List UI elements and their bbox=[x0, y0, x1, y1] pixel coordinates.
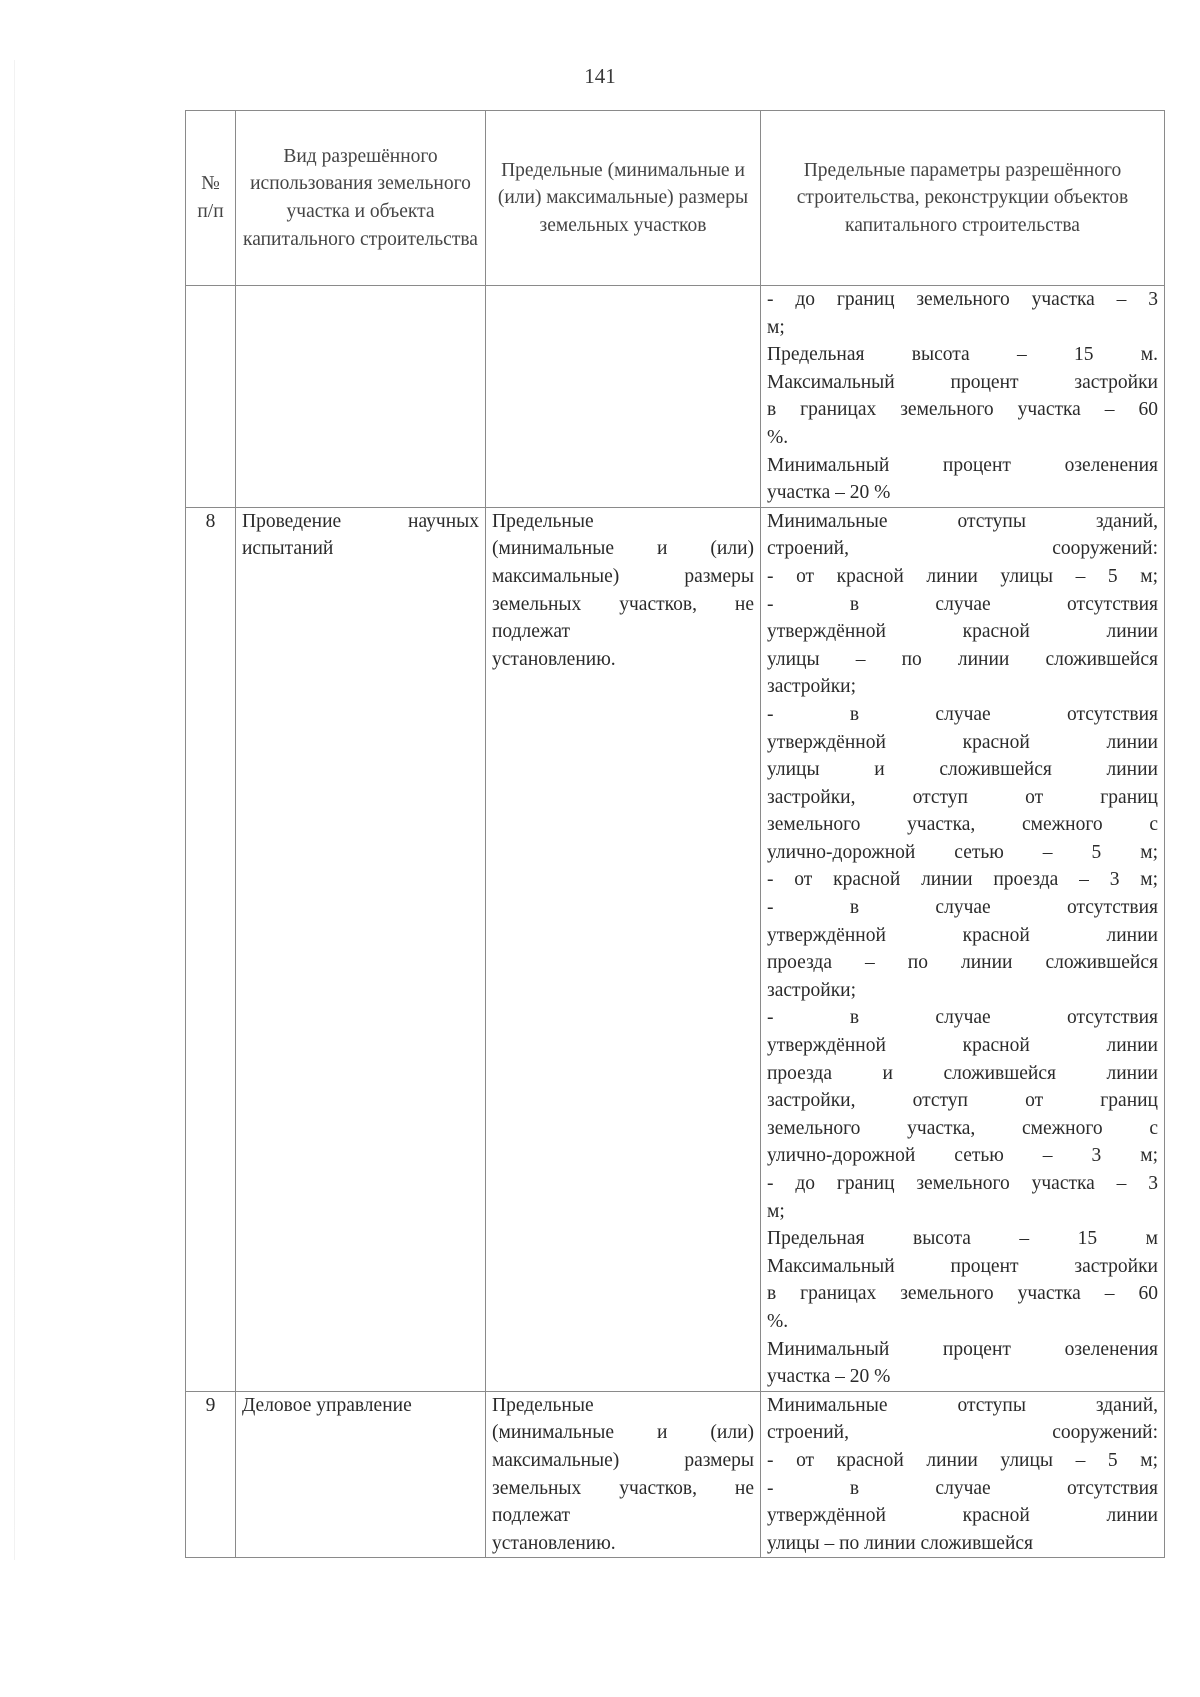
plot-sizes-cell bbox=[486, 1391, 761, 1558]
construction-params-cell-line: - в случае отсутствия bbox=[767, 897, 1158, 919]
construction-params-cell-line: - в случае отсутствия bbox=[767, 703, 1158, 725]
construction-params-cell-line: участка – 20 % bbox=[767, 482, 891, 504]
table-row bbox=[186, 286, 1165, 508]
use-type-cell bbox=[236, 1391, 486, 1558]
construction-params-cell-line: застройки, отступ от границ bbox=[767, 786, 1158, 808]
construction-params-cell-line: м; bbox=[767, 1200, 785, 1222]
construction-params-cell-line: Минимальный процент озеленения bbox=[767, 1338, 1158, 1360]
construction-params-cell-line: улично-дорожной сетью – 3 м; bbox=[767, 1145, 1158, 1167]
construction-params-cell-line: проезда – по линии сложившейся bbox=[767, 952, 1158, 974]
use-type-cell-line: Деловое управление bbox=[242, 1394, 412, 1416]
construction-params-cell-line: утверждённой красной линии bbox=[767, 621, 1158, 643]
construction-params-cell-line: Максимальный процент застройки bbox=[767, 1255, 1158, 1277]
plot-sizes-cell-line: установлению. bbox=[492, 1532, 616, 1554]
construction-params-cell-line: утверждённой красной линии bbox=[767, 1035, 1158, 1057]
construction-params-cell-line: в границах земельного участка – 60 bbox=[767, 1283, 1158, 1305]
construction-params-cell-line: - в случае отсутствия bbox=[767, 593, 1158, 615]
plot-sizes-cell bbox=[486, 286, 761, 508]
use-type-cell-line: испытаний bbox=[242, 538, 334, 560]
plot-sizes-cell-line: Предельные bbox=[492, 1394, 594, 1416]
header-plot-sizes: Предельные (минимальные и (или) максимальные) размеры земельных участков bbox=[486, 111, 761, 286]
construction-params-cell-line: улицы – по линии сложившейся bbox=[767, 648, 1158, 670]
construction-params-cell-line: Максимальный процент застройки bbox=[767, 371, 1158, 393]
construction-params-cell-line: Предельная высота – 15 м bbox=[767, 1228, 1158, 1250]
construction-params-cell-line: участка – 20 % bbox=[767, 1366, 891, 1388]
table-body bbox=[186, 286, 1165, 1558]
plot-sizes-cell-line: земельных участков, не bbox=[492, 593, 754, 615]
table-row bbox=[186, 507, 1165, 1391]
use-type-cell bbox=[236, 286, 486, 508]
construction-params-cell-line: утверждённой красной линии bbox=[767, 731, 1158, 753]
plot-sizes-cell-line: (минимальные и (или) bbox=[492, 1422, 754, 1444]
construction-params-cell-line: %. bbox=[767, 426, 789, 448]
plot-sizes-cell-line: земельных участков, не bbox=[492, 1477, 754, 1499]
plot-sizes-cell bbox=[486, 507, 761, 1391]
header-number: № п/п bbox=[186, 111, 236, 286]
regulations-table bbox=[185, 110, 1165, 1558]
construction-params-cell-line: Предельная высота – 15 м. bbox=[767, 344, 1158, 366]
construction-params-cell-line: м; bbox=[767, 316, 785, 338]
construction-params-cell-line: застройки; bbox=[767, 676, 857, 698]
construction-params-cell-line: утверждённой красной линии bbox=[767, 924, 1158, 946]
plot-sizes-cell-line: установлению. bbox=[492, 648, 616, 670]
row-number: 8 bbox=[186, 507, 236, 1391]
plot-sizes-cell-line: (минимальные и (или) bbox=[492, 538, 754, 560]
construction-params-cell bbox=[761, 507, 1165, 1391]
construction-params-cell-line: Минимальные отступы зданий, bbox=[767, 1394, 1158, 1416]
row-number: 9 bbox=[186, 1391, 236, 1558]
use-type-cell bbox=[236, 507, 486, 1391]
construction-params-cell-line: строений, сооружений: bbox=[767, 538, 1158, 560]
construction-params-cell-line: проезда и сложившейся линии bbox=[767, 1062, 1158, 1084]
row-number bbox=[186, 286, 236, 508]
table-row bbox=[186, 1391, 1165, 1558]
construction-params-cell-line: - от красной линии проезда – 3 м; bbox=[767, 869, 1158, 891]
construction-params-cell-line: Минимальные отступы зданий, bbox=[767, 510, 1158, 532]
table-header-row bbox=[186, 111, 1165, 286]
construction-params-cell-line: - от красной линии улицы – 5 м; bbox=[767, 1449, 1158, 1471]
construction-params-cell-line: - до границ земельного участка – 3 bbox=[767, 289, 1158, 310]
construction-params-cell-line: - в случае отсутствия bbox=[767, 1477, 1158, 1499]
scan-edge bbox=[14, 60, 15, 1560]
construction-params-cell-line: Минимальный процент озеленения bbox=[767, 454, 1158, 476]
plot-sizes-cell-line: подлежат bbox=[492, 621, 571, 643]
construction-params-cell-line: земельного участка, смежного с bbox=[767, 814, 1158, 836]
construction-params-cell bbox=[761, 1391, 1165, 1558]
construction-params-cell-line: в границах земельного участка – 60 bbox=[767, 399, 1158, 421]
construction-params-cell-line: застройки, отступ от границ bbox=[767, 1090, 1158, 1112]
construction-params-cell-line: утверждённой красной линии bbox=[767, 1505, 1158, 1527]
construction-params-cell-line: улицы и сложившейся линии bbox=[767, 759, 1158, 781]
construction-params-cell-line: %. bbox=[767, 1310, 789, 1332]
plot-sizes-cell-line: максимальные) размеры bbox=[492, 1449, 754, 1471]
use-type-cell-line: Проведение научных bbox=[242, 510, 479, 532]
construction-params-cell-line: - от красной линии улицы – 5 м; bbox=[767, 565, 1158, 587]
construction-params-cell-line: земельного участка, смежного с bbox=[767, 1117, 1158, 1139]
construction-params-cell-line: - до границ земельного участка – 3 bbox=[767, 1173, 1158, 1194]
page-number: 141 bbox=[584, 64, 616, 88]
construction-params-cell-line: улично-дорожной сетью – 5 м; bbox=[767, 841, 1158, 863]
header-construction-params: Предельные параметры разрешённого строительства, реконструкции объектов капитального строительства bbox=[761, 111, 1165, 286]
plot-sizes-cell-line: Предельные bbox=[492, 510, 594, 532]
construction-params-cell-line: застройки; bbox=[767, 979, 857, 1001]
header-use-type: Вид разрешённого использования земельного участка и объекта капитального строительства bbox=[236, 111, 486, 286]
construction-params-cell-line: - в случае отсутствия bbox=[767, 1007, 1158, 1029]
plot-sizes-cell-line: подлежат bbox=[492, 1505, 571, 1527]
construction-params-cell-line: строений, сооружений: bbox=[767, 1422, 1158, 1444]
plot-sizes-cell-line: максимальные) размеры bbox=[492, 565, 754, 587]
construction-params-cell bbox=[761, 286, 1165, 508]
construction-params-cell-line: улицы – по линии сложившейся bbox=[767, 1532, 1034, 1554]
